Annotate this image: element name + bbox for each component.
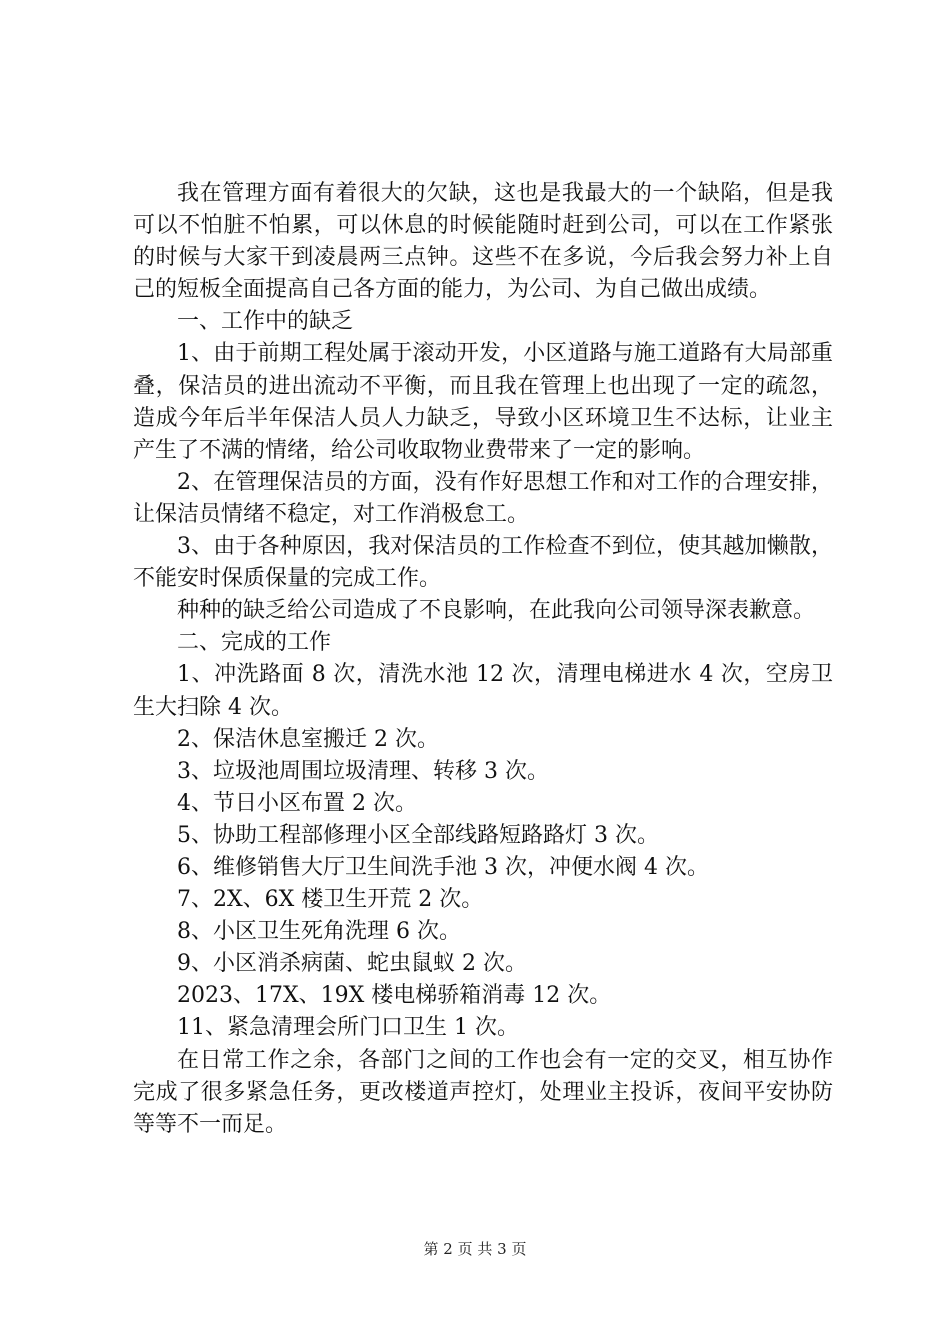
list-item: 8、小区卫生死角洗理 6 次。 [177,919,461,945]
list-item: 7、2X、6X 楼卫生开荒 2 次。 [177,887,484,913]
section-heading-shortcomings: 一、工作中的缺乏 [177,309,354,335]
list-item: 3、垃圾池周围垃圾清理、转移 3 次。 [177,758,549,784]
paragraph-shortcoming-3: 3、由于各种原因，我对保洁员的工作检查不到位，使其越加懒散，不能安时保质保量的完成工作。 [133,534,833,592]
list-item: 9、小区消杀病菌、蛇虫鼠蚁 2 次。 [177,951,527,977]
list-item: 1、冲洗路面 8 次，清洗水池 12 次，清理电梯进水 4 次，空房卫生大扫除 4 次。 [133,662,833,720]
paragraph-closing: 在日常工作之余，各部门之间的工作也会有一定的交叉，相互协作完成了很多紧急任务，更改楼道声控灯，处理业主投诉，夜间平安协防等等不一而足。 [133,1047,833,1137]
list-item: 11、紧急清理会所门口卫生 1 次。 [177,1015,519,1041]
paragraph-shortcoming-1: 1、由于前期工程处属于滚动开发，小区道路与施工道路有大局部重叠，保洁员的进出流动不平衡，而且我在管理上也出现了一定的疏忽，造成今年后半年保洁人员人力缺乏，导致小区环境卫生不达标，让业主产生了不满的情绪，给公司收取物业费带来了一定的影响。 [133,341,833,463]
paragraph-apology: 种种的缺乏给公司造成了不良影响，在此我向公司领导深表歉意。 [177,598,816,624]
list-item: 4、节日小区布置 2 次。 [177,790,417,816]
list-item: 2、保洁休息室搬迁 2 次。 [177,726,439,752]
paragraph-intro: 我在管理方面有着很大的欠缺，这也是我最大的一个缺陷，但是我可以不怕脏不怕累，可以休息的时候能随时赶到公司，可以在工作紧张的时候与大家干到凌晨两三点钟。这些不在多说，今后我会努力补上自己的短板全面提高自己各方面的能力，为公司、为自己做出成绩。 [133,181,833,303]
page-number-footer: 第 2 页 共 3 页 [423,1240,527,1258]
list-item: 6、维修销售大厅卫生间洗手池 3 次，冲便水阀 4 次。 [177,854,709,880]
document-body [133,178,833,1141]
list-item: 5、协助工程部修理小区全部线路短路路灯 3 次。 [177,822,659,848]
list-item: 2023、17X、19X 楼电梯骄箱消毒 12 次。 [177,983,612,1009]
paragraph-shortcoming-2: 2、在管理保洁员的方面，没有作好思想工作和对工作的合理安排，让保洁员情绪不稳定，对工作消极怠工。 [133,469,833,527]
section-heading-completed-work: 二、完成的工作 [177,630,332,656]
